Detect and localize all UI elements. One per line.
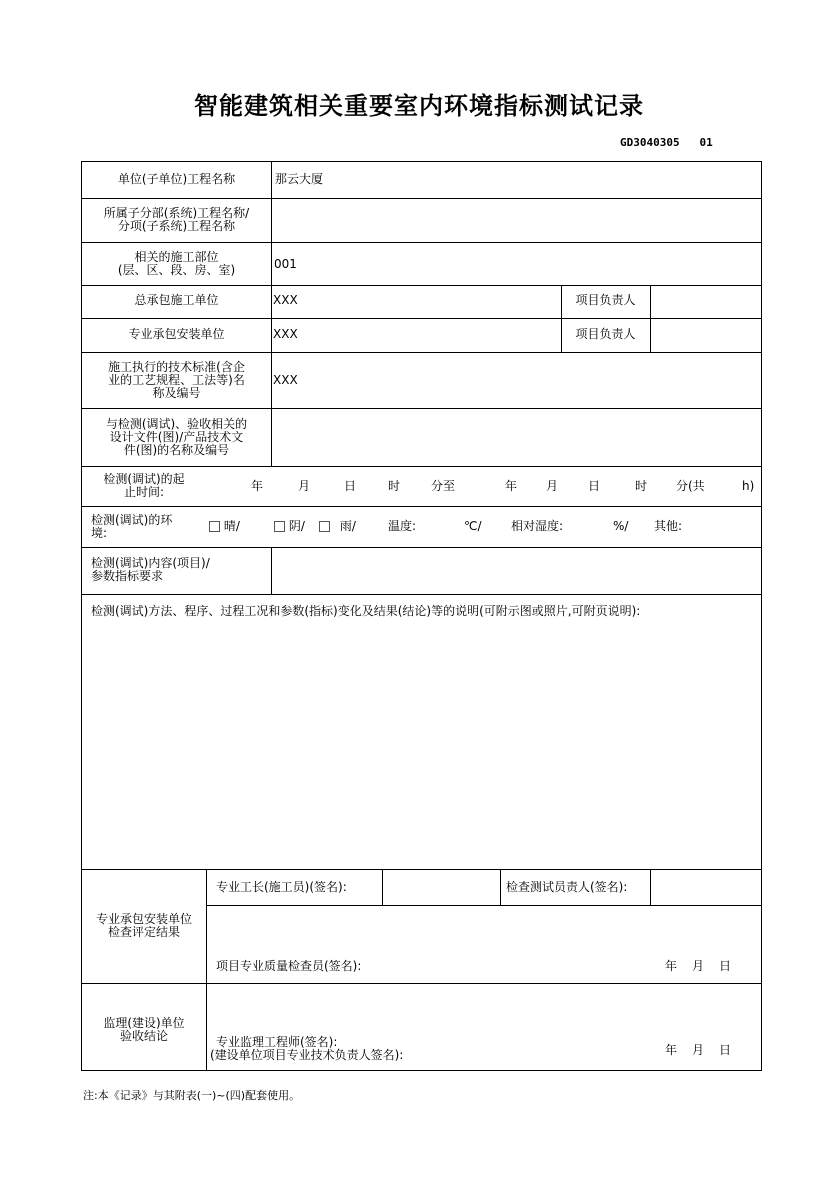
general-contractor-label: 总承包施工单位 <box>134 293 219 307</box>
standard-label-line3: 称及编号 <box>152 386 201 400</box>
other-label: 其他: <box>654 519 683 533</box>
project-name-value[interactable]: 那云大厦 <box>275 172 324 186</box>
start-day-unit: 日 <box>344 479 357 493</box>
design-docs-label-line3: 件(图)的名称及编号 <box>123 443 230 457</box>
subproject-label-line2: 分项(子系统)工程名称 <box>117 219 236 233</box>
description-label: 检测(调试)方法、程序、过程工况和参数(指标)变化及结果(结论)等的说明(可附示图或照片,可附页说明): <box>91 604 641 618</box>
content-label-line1: 检测(调试)内容(项目)/ <box>91 556 210 570</box>
general-contractor-value[interactable]: XXX <box>273 293 298 307</box>
location-value[interactable]: 001 <box>274 257 297 271</box>
acceptance-label-line1: 监理(建设)单位 <box>103 1016 185 1030</box>
footnote: 注:本《记录》与其附表(一)~(四)配套使用。 <box>83 1089 301 1102</box>
end-minute-unit: 分(共 <box>676 479 705 493</box>
test-time-label-line2: 止时间: <box>123 485 165 499</box>
rainy-option[interactable] <box>319 520 356 533</box>
project-name-label: 单位(子单位)工程名称 <box>117 172 236 186</box>
standard-value[interactable]: XXX <box>273 373 298 387</box>
design-docs-label-line1: 与检测(调试)、验收相关的 <box>105 417 248 431</box>
design-docs-label-line2: 设计文件(图)/产品技术文 <box>109 430 244 444</box>
location-label-line2: (层、区、段、房、室) <box>117 263 236 277</box>
page-title: 智能建筑相关重要室内环境指标测试记录 <box>194 91 644 120</box>
temperature-label: 温度: <box>388 519 417 533</box>
content-label-line2: 参数指标要求 <box>91 569 164 583</box>
location-label-line1: 相关的施工部位 <box>134 250 219 264</box>
end-month-unit: 月 <box>546 479 559 493</box>
rainy-label: 雨/ <box>339 519 356 533</box>
inspection-label-line1: 专业承包安装单位 <box>95 912 192 926</box>
humidity-unit: %/ <box>613 519 629 533</box>
end-year-unit: 年 <box>505 479 518 493</box>
form-code: GD3040305 01 <box>620 136 713 149</box>
humidity-label: 相对湿度: <box>511 519 564 533</box>
sunny-checkbox[interactable] <box>209 521 220 532</box>
start-year-unit: 年 <box>251 479 264 493</box>
sunny-option[interactable] <box>209 520 240 533</box>
acceptance-date-month: 月 <box>692 1043 705 1057</box>
foreman-signature-label: 专业工长(施工员)(签名): <box>216 880 347 894</box>
start-hour-unit: 时 <box>388 479 401 493</box>
cloudy-checkbox[interactable] <box>274 521 285 532</box>
test-time-label-line1: 检测(调试)的起 <box>103 472 185 486</box>
cloudy-option[interactable] <box>274 520 305 533</box>
quality-inspector-label: 项目专业质量检查员(签名): <box>216 959 362 973</box>
environment-label-line2: 境: <box>91 526 108 540</box>
start-minute-unit: 分至 <box>431 479 456 493</box>
supervisor-signature-line1: 专业监理工程师(签名): <box>216 1035 338 1049</box>
temperature-unit: ℃/ <box>464 519 482 533</box>
end-day-unit: 日 <box>588 479 601 493</box>
acceptance-date-year: 年 <box>665 1043 678 1057</box>
cloudy-label: 阴/ <box>288 519 305 533</box>
tester-signature-label: 检查测试员责人(签名): <box>506 880 628 894</box>
record-form <box>81 161 762 1071</box>
inspection-date-year: 年 <box>665 959 678 973</box>
supervisor-signature-line2: (建设单位项目专业技术负责人签名): <box>210 1048 404 1062</box>
subproject-label-line1: 所属子分部(系统)工程名称/ <box>103 206 250 220</box>
inspection-label-line2: 检查评定结果 <box>107 925 180 939</box>
general-manager-label: 项目负责人 <box>575 293 636 307</box>
rainy-checkbox[interactable] <box>319 521 330 532</box>
specialty-manager-label: 项目负责人 <box>575 327 636 341</box>
specialty-contractor-value[interactable]: XXX <box>273 327 298 341</box>
acceptance-label-line2: 验收结论 <box>119 1029 168 1043</box>
end-hour-unit: 时 <box>635 479 648 493</box>
sunny-label: 晴/ <box>223 519 240 533</box>
standard-label-line1: 施工执行的技术标准(含企 <box>108 360 245 374</box>
standard-label-line2: 业的工艺规程、工法等)名 <box>108 373 245 387</box>
environment-label-line1: 检测(调试)的环 <box>91 513 173 527</box>
total-hours-unit: h) <box>742 479 755 493</box>
inspection-date-day: 日 <box>719 959 732 973</box>
inspection-date-month: 月 <box>692 959 705 973</box>
start-month-unit: 月 <box>298 479 311 493</box>
specialty-contractor-label: 专业承包安装单位 <box>128 327 225 341</box>
acceptance-date-day: 日 <box>719 1043 732 1057</box>
